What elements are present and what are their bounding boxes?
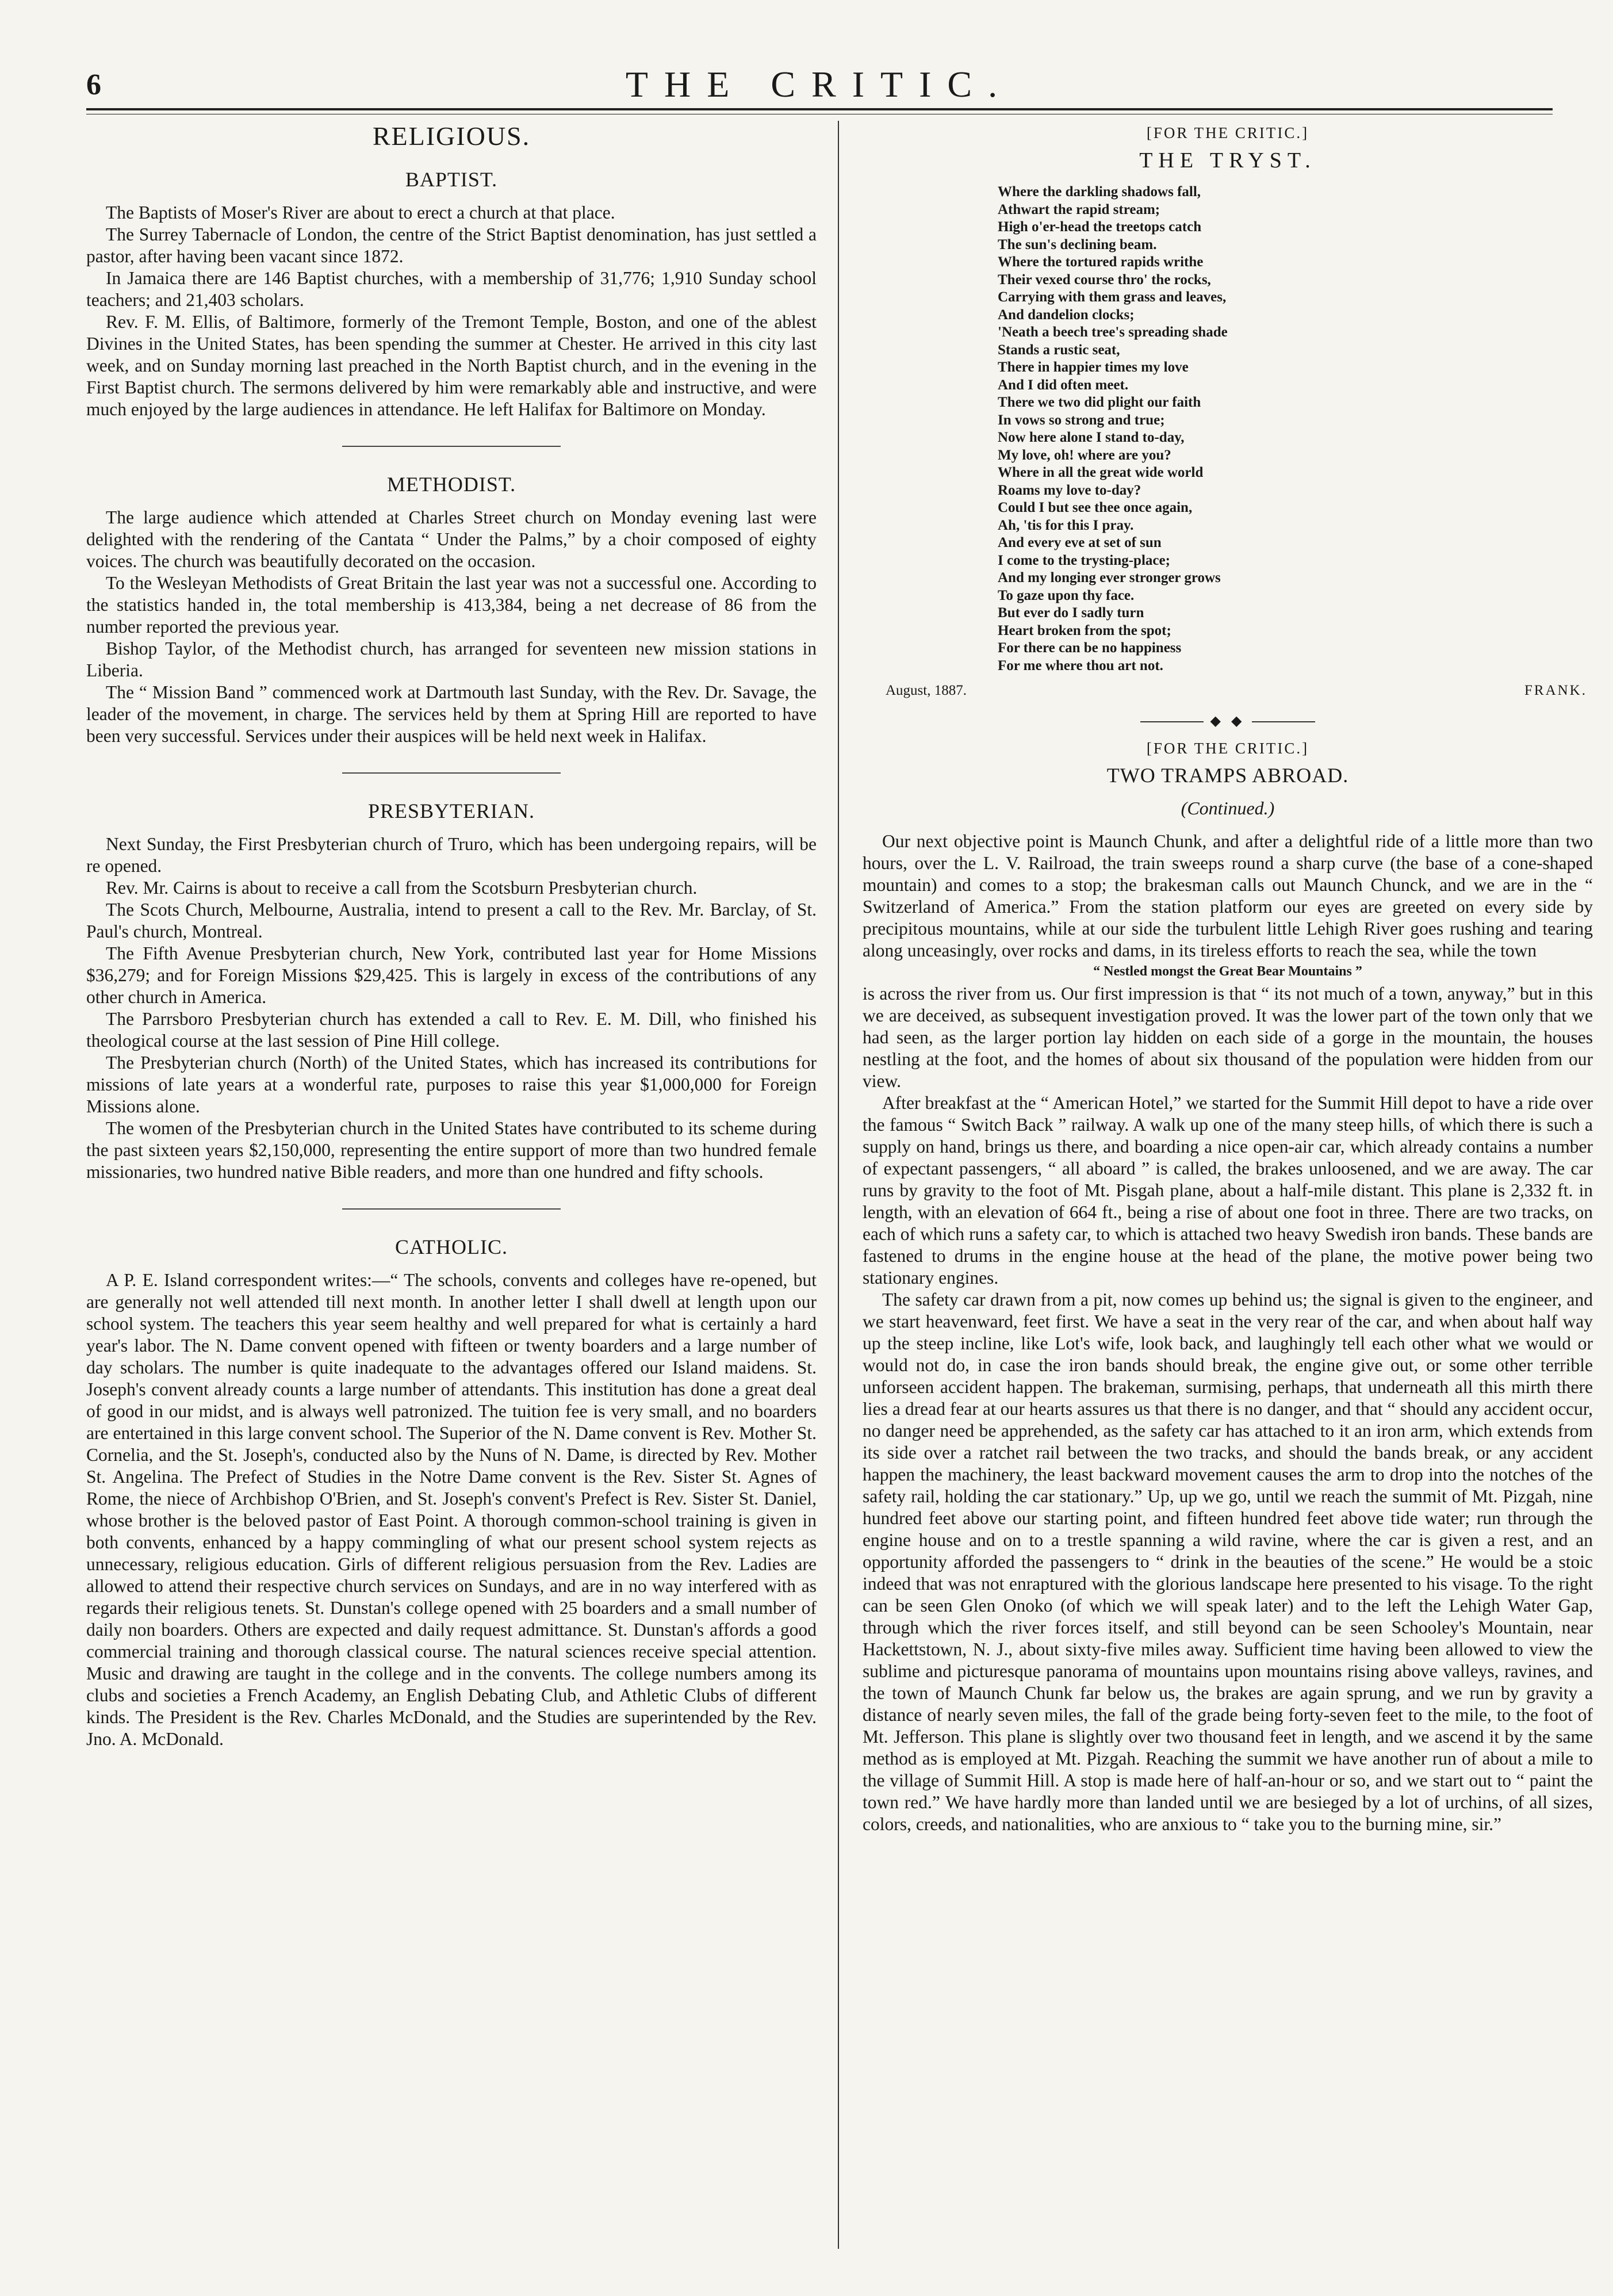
paragraph: is across the river from us. Our first impression is that “ its not much of a town, anyway,” but in this we are deceived, as subsequent investigation proved. It was the lower part of the town only that we had seen, as the larger portion lay hidden on each side of a gorge in the mountain, the houses nestling at the foot, and the homes of about six thousand of the population were hidden from our view. xyxy=(863,984,1593,1091)
paragraph: To the Wesleyan Methodists of Great Britain the last year was not a successful one. According to the statistics handed in, the total membership is 413,384, being a net decrease of 86 from the number reported the previous year. xyxy=(86,573,817,637)
continued-note: (Continued.) xyxy=(1181,798,1275,818)
poem-line: But ever do I sadly turn xyxy=(998,605,1144,621)
heading-methodist: METHODIST. xyxy=(386,473,516,496)
paragraph: The Parrsboro Presbyterian church has extended a call to Rev. E. M. Dill, who finished his theological course at the last session of Pine Hill college. xyxy=(86,1009,817,1051)
paragraph: A P. E. Island correspondent writes:—“ The schools, convents and colleges have re-opened, but are generally not well attended till next month. In another letter I shall dwell at length upon our school system. The teachers this year seem healthy and well prepared for what is certainly a hard year's labor. The N. Dame convent opened with fifteen or twenty boarders and a large number of day scholars. The number is quite inadequate to the advantages offered our Island maidens. St. Joseph's convent already counts a large number of attendants. This institution has done a great deal of good in our midst, and is always well patronized. The tuition fee is very small, and no boarders are entertained in this large convent school. The Superior of the N. Dame convent is Rev. Mother St. Cornelia, and the St. Joseph's, conducted also by the Nuns of N. Dame, is directed by Rev. Mother St. Angelina. The Prefect of Studies in the Notre Dame convent is the Rev. Sister St. Agnes of Rome, the niece of Archbishop O'Brien, and St. Joseph's convent's Prefect is Rev. Sister St. Daniel, whose brother is the beloved pastor of East Point. A thorough common-school training is given in both convents, enhanced by a happy commingling of what our present school system rejects as unnecessary, religious education. Girls of different religious persuasion from the Rev. Ladies are allowed to attend their respective church services on Sundays, and are in no way interfered with as regards their religious tenets. St. Dunstan's college opened with 25 boarders and a small number of daily non boarders. Others are expected and daily request admittance. St. Dunstan's affords a good commercial training and thorough classical course. The natural sciences receive special attention. Music and drawing are taught in the college and in the convents. The college numbers among its clubs and societies a French Academy, an English Debating Club, and Athletic Clubs of different kinds. The President is the Rev. Charles McDonald, and the Studies are superintended by the Rev. Jno. A. McDonald. xyxy=(86,1270,817,1749)
poem-body xyxy=(998,183,1458,675)
poem-line: My love, oh! where are you? xyxy=(998,447,1171,463)
poem-line: Athwart the rapid stream; xyxy=(998,201,1160,217)
section-title-religious: RELIGIOUS. xyxy=(372,121,531,151)
paragraph: The safety car drawn from a pit, now comes up behind us; the signal is given to the engineer, and we start heavenward, feet first. We have a seat in the very rear of the car, and when about half way up the steep incline, like Lot's wife, look back, and laughingly tell each other what we would or would not do, in case the iron bands should break, the engine give out, or some other terrible unforseen accident happen. The brakeman, surmising, perhaps, that underneath all this mirth there lies a dread fear at our hearts assures us that there is no danger, and that “ should any accident occur, no danger need be apprehended, as the safety car has attached to it an iron arm, which extends from its side over a ratchet rail between the two tracks, and should the bands break, or any accident happen the machinery, the least backward movement causes the arm to drop into the notches of the safety rail, holding the car stationary.” Up, up we go, until we reach the summit of Mt. Pizgah, nine hundred feet above our starting point, and fifteen hundred feet above tide water; run through the engine house and on to a trestle spanning a wild ravine, where the car is given a rest, and an opportunity afforded the passengers to “ drink in the beauties of the scene.” He would be a stoic indeed that was not enraptured with the glorious landscape here presented to his visage. To the right can be seen Glen Onoko (of which we will speak later) and to the left the Lehigh Water Gap, through which the river forces itself, and still beyond can be seen Schooley's Mountain, near Hackettstown, N. J., about sixty-five miles away. Sufficient time having been allowed to view the sublime and picturesque panorama of mountains upon mountains rising above valleys, ravines, and the town of Maunch Chunk far below us, the brakes are again sprung, and we run by gravity a distance of nearly seven miles, the fall of the grade being forty-seven feet to the mile, to the foot of Mt. Jefferson. This plane is slightly over two thousand feet in length, and we ascend it by the same method as is employed at Mt. Pizgah. Reaching the summit we have another run of about a mile to the village of Summit Hill. A stop is made here of half-an-hour or so, and we start out to “ paint the town red.” We have hardly more than landed until we are besieged by a lot of urchins, of all sizes, colors, creeds, and nationalities, who are anxious to “ take you to the burning mine, sir.” xyxy=(863,1289,1593,1834)
section-separator xyxy=(342,446,561,447)
paragraph: The Surrey Tabernacle of London, the centre of the Strict Baptist denomination, has just settled a pastor, after having been vacant since 1872. xyxy=(86,224,817,266)
left-column xyxy=(86,121,817,1750)
paragraph: The “ Mission Band ” commenced work at Dartmouth last Sunday, with the Rev. Dr. Savage, the leader of the movement, in charge. The services held by them at Spring Hill are reported to have been very successful. Services under their auspices will be held next week in Halifax. xyxy=(86,682,817,746)
paragraph: Bishop Taylor, of the Methodist church, has arranged for seventeen new mission stations in Liberia. xyxy=(86,638,817,680)
heading-baptist: BAPTIST. xyxy=(405,168,498,191)
poem-line: Could I but see thee once again, xyxy=(998,500,1193,515)
paragraph: After breakfast at the “ American Hotel,” we started for the Summit Hill depot to have a ride over the famous “ Switch Back ” railway. A walk up one of the many steep hills, of which there is such a supply on hand, brings us there, and boarding a nice open-air car, which already contains a number of expectant passengers, “ all aboard ” is called, the brakes unloosened, and we are away. The car runs by gravity to the foot of Mt. Pisgah plane, about a half-mile distant. This plane is 2,332 ft. in length, with an elevation of 664 ft., being a rise of about one foot in three. There are two tracks, on each of which runs a safety car, to which is attached two heavy Swedish iron bands. These bands are fastened to drums in the engine house at the head of the plane, the motive power being two stationary engines. xyxy=(863,1093,1593,1288)
poem-line: In vows so strong and true; xyxy=(998,412,1165,428)
poem-footer xyxy=(863,683,1593,702)
poem-line: To gaze upon thy face. xyxy=(998,587,1135,603)
section-separator xyxy=(342,1208,561,1210)
ornament-separator: ◆ ◆ xyxy=(863,713,1593,729)
article-title: TWO TRAMPS ABROAD. xyxy=(1106,764,1349,787)
poem-line: There we two did plight our faith xyxy=(998,395,1201,410)
masthead: THE CRITIC. xyxy=(625,64,1014,105)
poem-line: 'Neath a beech tree's spreading shade xyxy=(998,324,1228,340)
poem-line: Stands a rustic seat, xyxy=(998,342,1120,358)
paragraph: Next Sunday, the First Presbyterian church of Truro, which has been undergoing repairs, will be re opened. xyxy=(86,834,817,876)
right-column xyxy=(863,121,1593,1835)
poem-title: THE TRYST. xyxy=(1139,148,1316,173)
poem-line: High o'er-head the treetops catch xyxy=(998,219,1202,235)
poem-line: And my longing ever stronger grows xyxy=(998,570,1221,586)
heading-catholic: CATHOLIC. xyxy=(395,1235,508,1258)
paragraph: The large audience which attended at Charles Street church on Monday evening last were delighted with the rendering of the Cantata “ Under the Palms,” by a choir composed of eighty voices. The church was beautifully decorated on the occasion. xyxy=(86,507,817,571)
pull-quote: “ Nestled mongst the Great Bear Mountains ” xyxy=(1093,964,1362,979)
paragraph: The women of the Presbyterian church in the United States have contributed to its scheme during the past sixteen years $2,150,000, representing the entire support of more than two hundred female missionaries, two hundred native Bible readers, and more than one hundred and fifty schools. xyxy=(86,1118,817,1182)
poem-line: And dandelion clocks; xyxy=(998,307,1135,323)
page-header xyxy=(86,58,1553,109)
poem-line: Roams my love to-day? xyxy=(998,482,1141,498)
poem-line: Ah, 'tis for this I pray. xyxy=(998,517,1134,533)
poem-line: I come to the trysting-place; xyxy=(998,552,1170,568)
poem-line: Heart broken from the spot; xyxy=(998,622,1171,638)
paragraph: The Scots Church, Melbourne, Australia, intend to present a call to the Rev. Mr. Barclay, of St. Paul's church, Montreal. xyxy=(86,900,817,942)
poem-line: Their vexed course thro' the rocks, xyxy=(998,271,1211,288)
poem-line: Carrying with them grass and leaves, xyxy=(998,289,1227,305)
poem-line: And every eve at set of sun xyxy=(998,535,1162,550)
page-number: 6 xyxy=(86,68,101,101)
poem-line: There in happier times my love xyxy=(998,359,1189,375)
poem-line: And I did often meet. xyxy=(998,377,1129,393)
poem-date: August, 1887. xyxy=(886,683,967,698)
paragraph: The Fifth Avenue Presbyterian church, New York, contributed last year for Home Missions $36,279; and for Foreign Missions $29,425. This is largely in excess of the contributions of any other church in America. xyxy=(86,943,817,1007)
poem-kicker: [FOR THE CRITIC.] xyxy=(1146,124,1309,141)
header-rule-thick xyxy=(86,108,1553,110)
section-separator xyxy=(342,772,561,774)
poem-line: For me where thou art not. xyxy=(998,657,1163,674)
poem-line: Now here alone I stand to-day, xyxy=(998,430,1185,445)
poem-line: For there can be no happiness xyxy=(998,640,1182,656)
paragraph: Rev. Mr. Cairns is about to receive a call from the Scotsburn Presbyterian church. xyxy=(106,878,698,898)
column-divider xyxy=(838,121,839,2249)
paragraph: Our next objective point is Maunch Chunk, and after a delightful ride of a little more than two hours, over the L. V. Railroad, the train sweeps round a sharp curve (the base of a cone-shaped mountain) and comes to a stop; the brakesman calls out Maunch Chunck, and we are in the “ Switzerland of America.” From the station platform our eyes are greeted on every side by precipitous mountains, while at our side the turbulent little Lehigh River goes rushing and tearing along unceasingly, over rocks and dams, in its tireless efforts to reach the sea, while the town xyxy=(863,831,1593,961)
poem-signature: FRANK. xyxy=(1524,683,1587,698)
paragraph: The Baptists of Moser's River are about to erect a church at that place. xyxy=(106,202,615,223)
poem-line: Where the tortured rapids writhe xyxy=(998,254,1204,270)
paragraph: In Jamaica there are 146 Baptist churches, with a membership of 31,776; 1,910 Sunday school teachers; and 21,403 scholars. xyxy=(86,268,817,310)
poem-line: Where the darkling shadows fall, xyxy=(998,184,1201,200)
poem-line: Where in all the great wide world xyxy=(998,465,1204,480)
paragraph: The Presbyterian church (North) of the United States, which has increased its contributions for missions of late years at a wonderful rate, purposes to raise this year $1,000,000 for Foreign Missions alone. xyxy=(86,1053,817,1116)
heading-presbyterian: PRESBYTERIAN. xyxy=(367,799,535,822)
paragraph: Rev. F. M. Ellis, of Baltimore, formerly of the Tremont Temple, Boston, and one of the ablest Divines in the United States, has been spending the summer at Chester. He arrived in this city last week, and on Sunday morning last preached in the North Baptist church, and in the evening in the First Baptist church. The sermons delivered by him were remarkably able and instructive, and were much enjoyed by the large audiences in attendance. He left Halifax for Baltimore on Monday. xyxy=(86,312,817,419)
article-kicker: [FOR THE CRITIC.] xyxy=(1146,740,1309,757)
poem-line: The sun's declining beam. xyxy=(998,236,1157,252)
